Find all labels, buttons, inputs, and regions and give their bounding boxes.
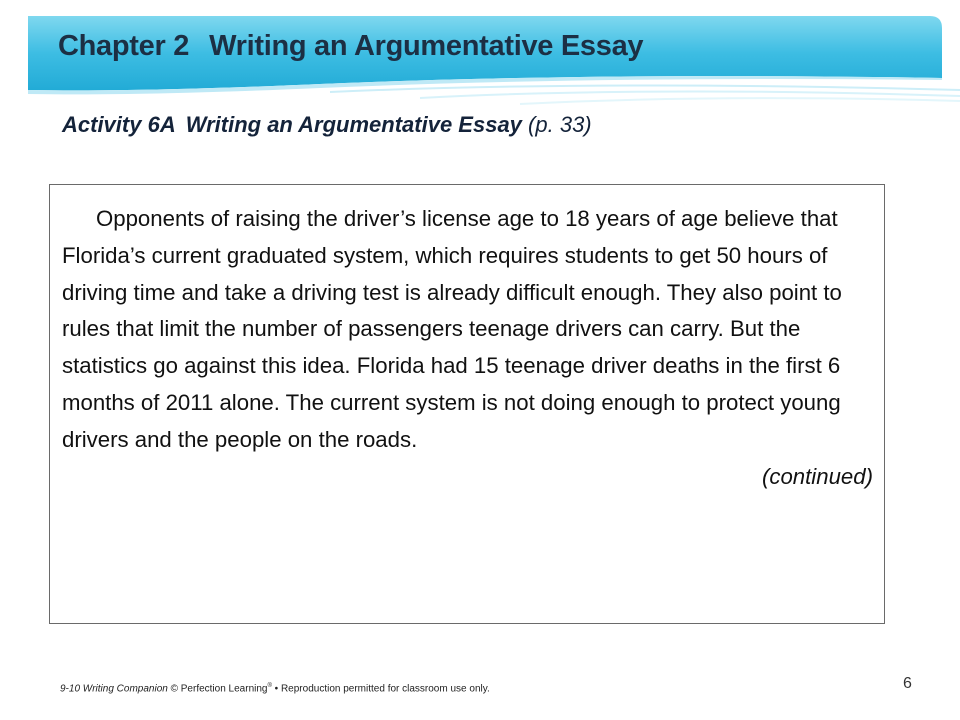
activity-label: Activity 6A <box>62 112 176 137</box>
chapter-label: Chapter 2 <box>58 30 190 62</box>
essay-box <box>49 184 885 624</box>
chapter-title <box>58 30 643 63</box>
activity-title: Writing an Argumentative Essay <box>185 112 522 137</box>
footer-credit <box>60 683 490 694</box>
activity-heading <box>62 112 592 138</box>
page-number: 6 <box>903 675 912 692</box>
activity-page-ref: (p. 33) <box>528 112 592 137</box>
footer-notice: • Reproduction permitted for classroom use only. <box>271 683 490 695</box>
footer-book-title: 9-10 Writing Companion <box>60 683 168 695</box>
footer-registered-mark: ® <box>267 683 272 689</box>
continued-label: (continued) <box>761 463 873 489</box>
chapter-name: Writing an Argumentative Essay <box>209 30 644 62</box>
essay-paragraph: Opponents of raising the driver’s license age to 18 years of age believe that Florida’s current graduated system, which requires students to get 50 hours of driving time and take a driving test is already difficult enough. They also point to rules that limit the number of passengers teenage drivers can carry. But the statistics go against this idea. Florida had 15 teenage driver deaths in the first 6 months of 2011 alone. The current system is not doing enough to protect young drivers and the people on the roads. <box>62 206 842 452</box>
footer-copyright: © Perfection Learning <box>170 683 268 695</box>
